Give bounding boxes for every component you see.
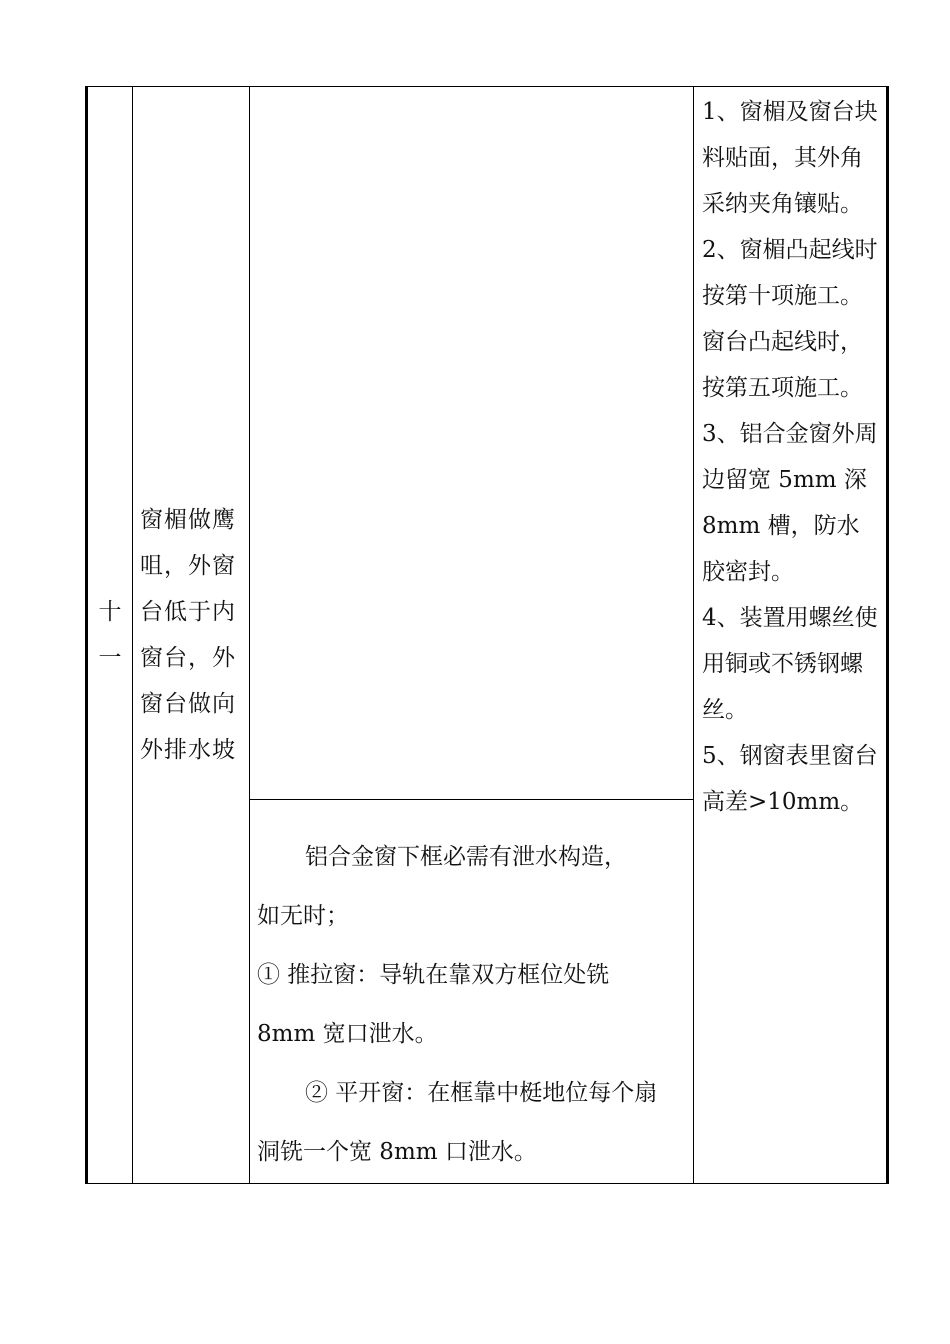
spec-line-5: ② 平开窗：在框靠中梃地位每个扇 [305, 1080, 658, 1106]
spec-cell [250, 800, 693, 1184]
item-cell [133, 86, 249, 1184]
note-item: 1、窗楣及窗台块料贴面，其外角采纳夹角镶贴。 [702, 99, 878, 217]
table-border-right [886, 86, 889, 1184]
row-index-cell [88, 86, 132, 1184]
note-item: 5、钢窗表里窗台 [702, 743, 878, 769]
note-item: 高差>10mm。 [702, 789, 864, 815]
spec-line-2: 如无时； [257, 903, 349, 929]
note-item: 2、窗楣凸起线时按第十项施工。窗台凸起线时，按第五项施工。 [702, 237, 878, 401]
spec-line-4: 8mm 宽口泄水。 [257, 1021, 438, 1047]
drawing-cell [250, 86, 693, 799]
spec-line-1: 铝合金窗下框必需有泄水构造， [305, 844, 627, 870]
row-index: 十一 [98, 599, 122, 671]
note-item: 3、铝合金窗外周边留宽 5mm 深 8mm 槽，防水胶密封。 [702, 421, 878, 585]
note-item: 4、装置用螺丝使用铜或不锈钢螺丝。 [702, 605, 878, 723]
item-description: 窗楣做鹰咀，外窗台低于内窗台，外窗台做向外排水坡 [140, 507, 236, 763]
notes-list [694, 86, 882, 825]
spec-line-6: 洞铣一个宽 8mm 口泄水。 [257, 1139, 537, 1165]
spec-line-3: ① 推拉窗：导轨在靠双方框位处铣 [257, 962, 610, 988]
notes-cell [694, 86, 886, 1184]
